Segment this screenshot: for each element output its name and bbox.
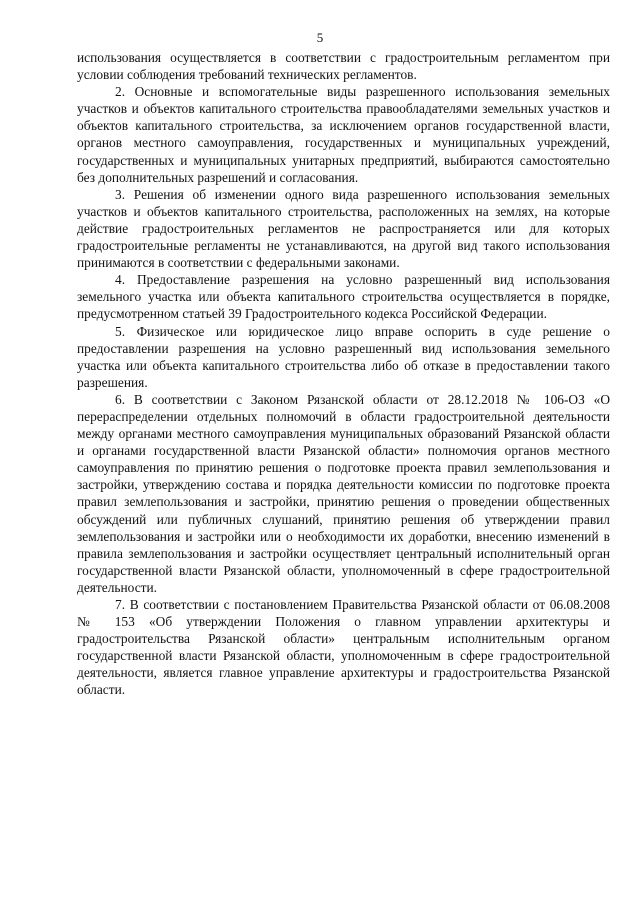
paragraph-continuation: использования осуществляется в соответствии с градостроительным регламентом при условии соблюдения требований технических регламентов. [77, 50, 610, 83]
paragraph-item-7: 7. В соответствии с постановлением Правительства Рязанской области от 06.08.2008 № 153 «Об утверждении Положения о главном управлении архитектуры и градостроительства Рязанской области» центральным исполнительным органом государственной власти Рязанской области, уполномоченным в сфере градостроительной деятельности, является главное управление архитектуры и градостроительства Рязанской области. [77, 597, 610, 698]
paragraph-item-4: 4. Предоставление разрешения на условно разрешенный вид использования земельного участка или объекта капитального строительства осуществляется в порядке, предусмотренном статьей 39 Градостроительного кодекса Российской Федерации. [77, 272, 610, 322]
paragraph-item-3: 3. Решения об изменении одного вида разрешенного использования земельных участков и объектов капитального строительства, расположенных на землях, на которые действие градостроительных регламентов не распространяется или для которых градостроительные регламенты не устанавливаются, на другой вид такого использования принимаются в соответствии с федеральными законами. [77, 186, 610, 271]
paragraph-item-5: 5. Физическое или юридическое лицо вправе оспорить в суде решение о предоставлении разрешения на условно разрешенный вид использования земельного участка или объекта капитального строительства либо об отказе в предоставлении такого разрешения. [77, 323, 610, 390]
page-number: 5 [316, 30, 324, 45]
paragraph-item-6: 6. В соответствии с Законом Рязанской области от 28.12.2018 № 106-ОЗ «О перераспределении отдельных полномочий в области градостроительной деятельности между органами местного самоуправления муниципальных образований Рязанской области и органами государственной власти Рязанской области» полномочия органов местного самоуправления по принятию решения о подготовке проекта правил землепользования и застройки, утверждению состава и порядка деятельности комиссии по подготовке проекта правил землепользования и застройки, принятию решения о проведении общественных обсуждений или публичных слушаний, принятию решения об утверждении правил землепользования и застройки или о необходимости их доработки, внесению изменений в правила землепользования и застройки осуществляет центральный исполнительный орган государственной власти Рязанской области, уполномоченный в сфере градостроительной деятельности. [77, 391, 610, 595]
document-body [77, 49, 610, 699]
paragraph-item-2: 2. Основные и вспомогательные виды разрешенного использования земельных участков и объектов капитального строительства правообладателями земельных участков и объектов капитального строительства, за исключением органов государственной власти, органов местного самоуправления, государственных и муниципальных учреждений, государственных и муниципальных унитарных предприятий, выбираются самостоятельно без дополнительных разрешений и согласования. [77, 84, 610, 185]
